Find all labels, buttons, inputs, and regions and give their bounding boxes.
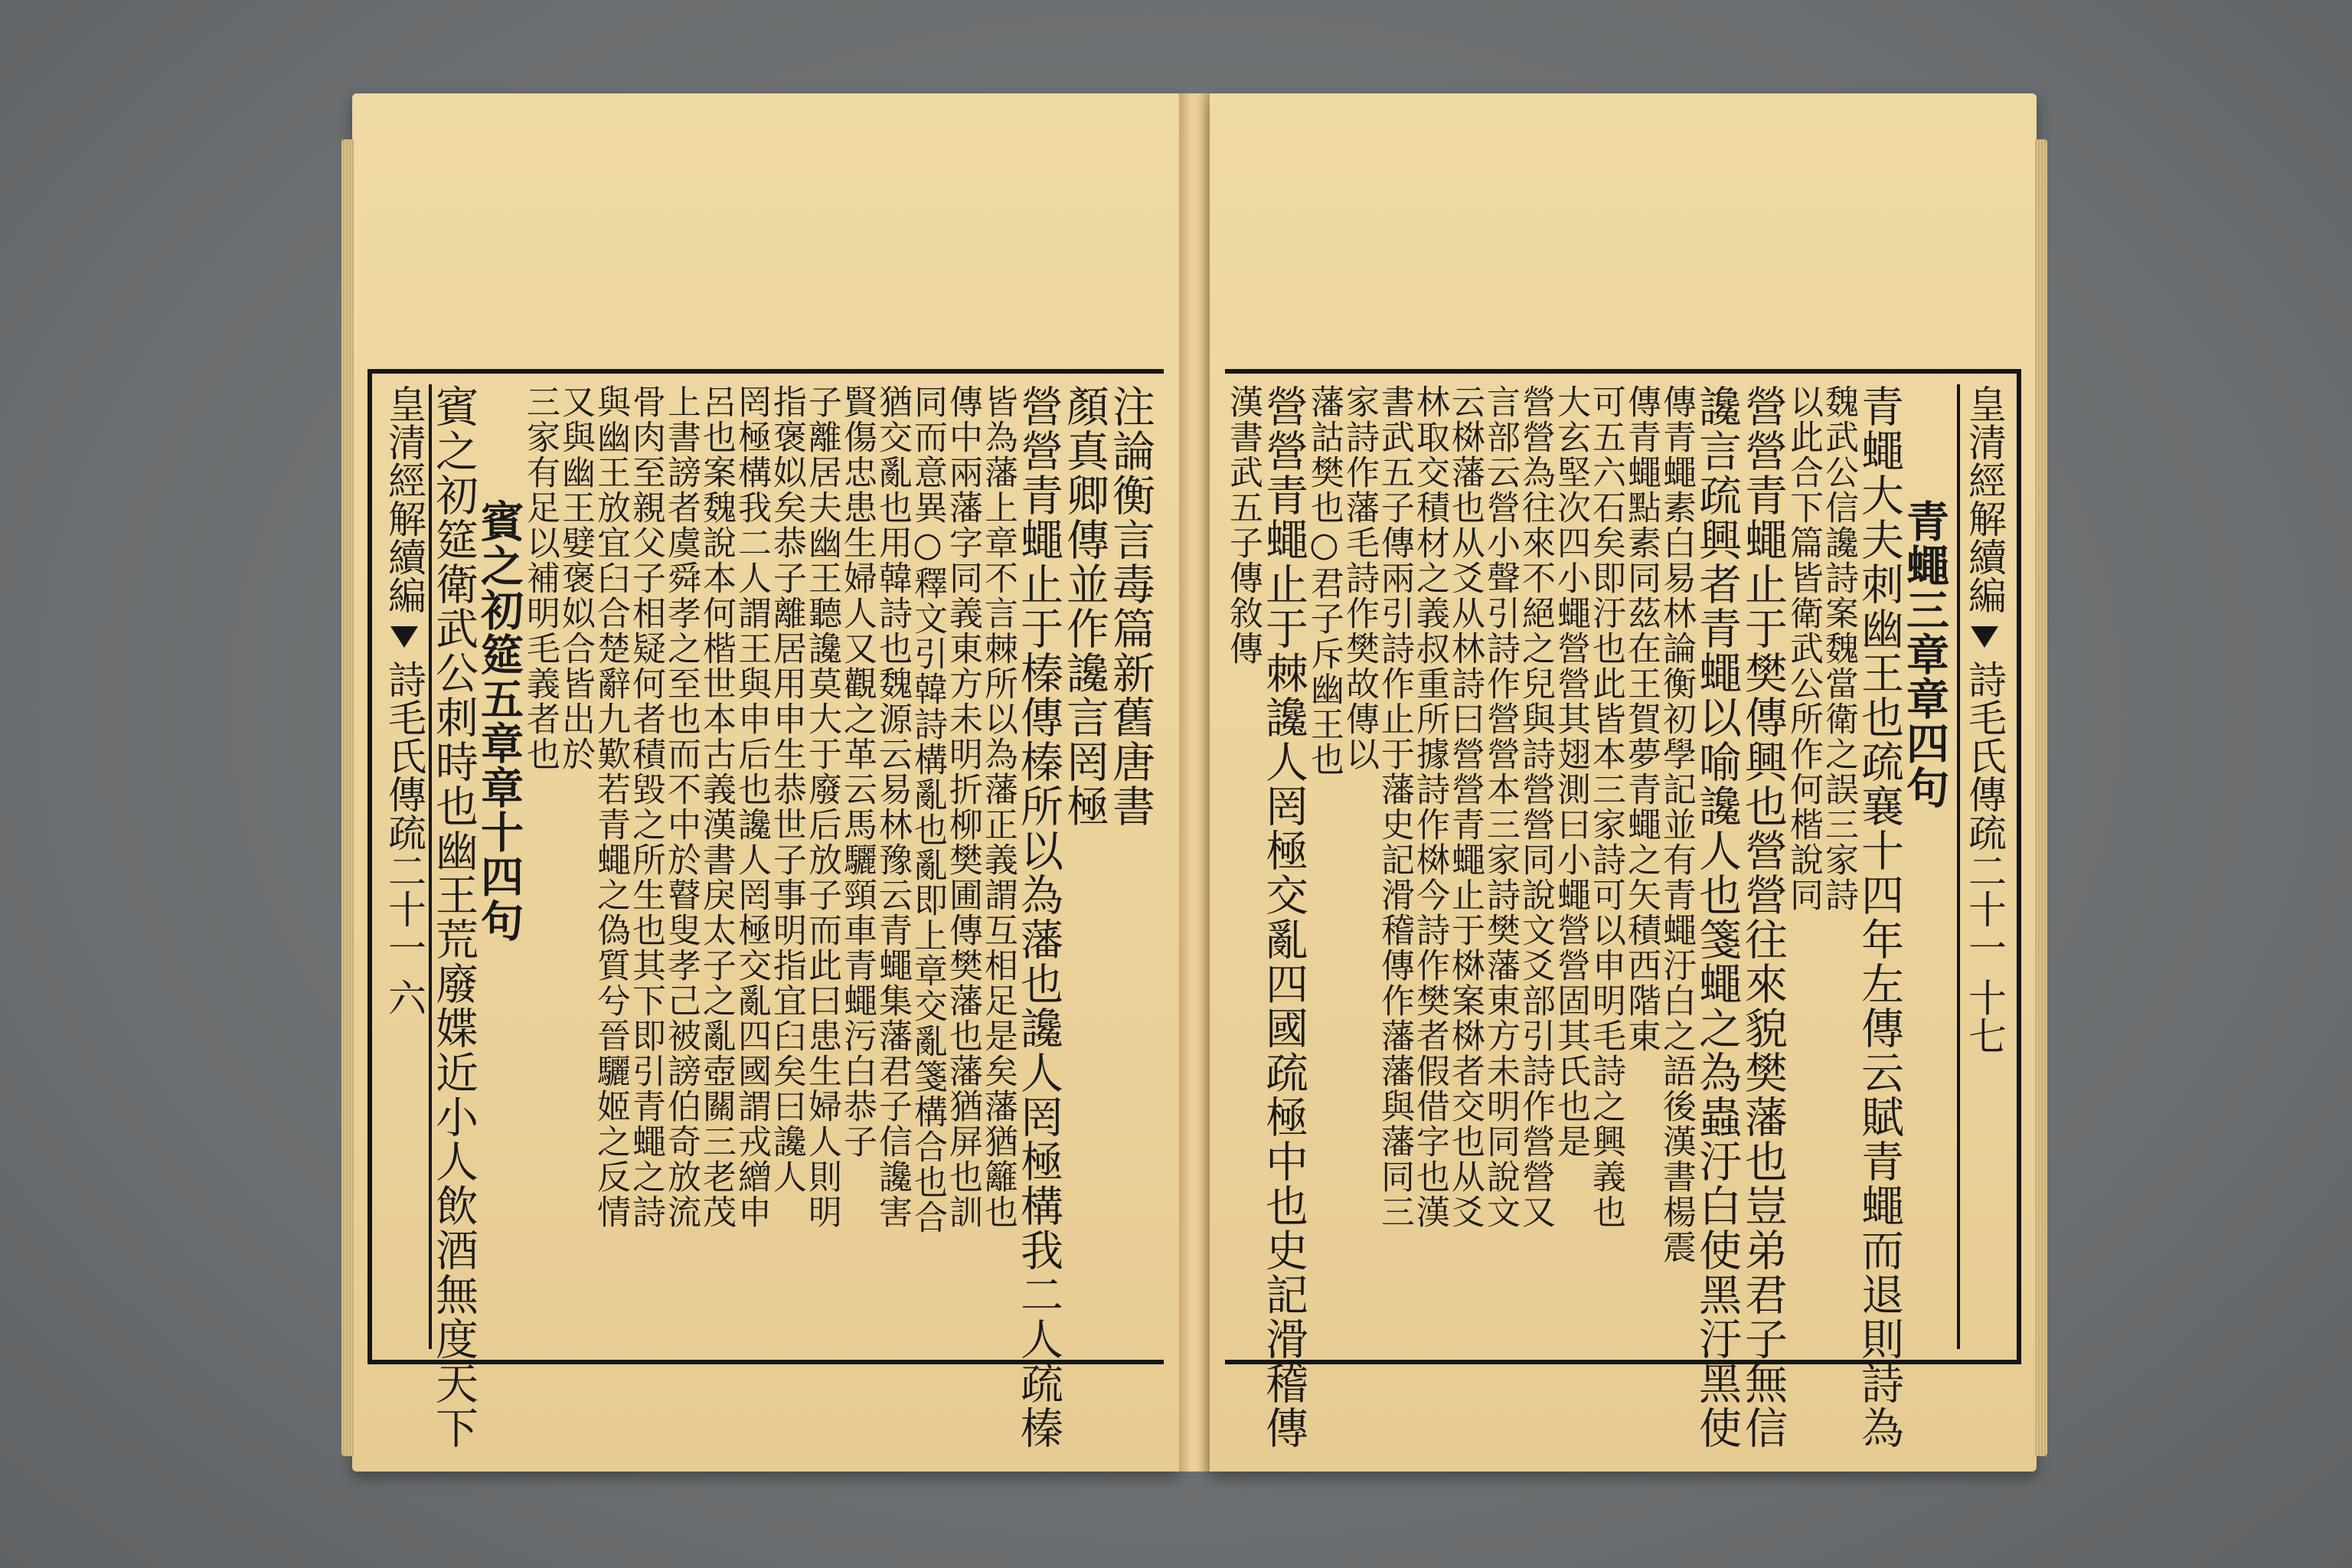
text-column: 大玄堅次四小蠅營營其翅測曰小蠅營營固其氏也是 (1551, 384, 1590, 1159)
text-column: 家詩作藩毛詩作樊故傳以 (1340, 384, 1379, 772)
text-column: 賢傷忠患生婦人又觀之革云馬驪頸車青蠅污白恭子 (838, 384, 877, 1159)
left-page-edges (341, 139, 354, 1456)
text-column: 營營為往來不絕之兒與詩營營同說文爻部引詩作營營又 (1516, 384, 1555, 1230)
right-text-frame (1223, 369, 2021, 1450)
right-section-title: 詩毛氏傳疏二十一 (1962, 659, 2007, 966)
right-page-number: 十七 (1962, 978, 2007, 1055)
text-column: 營營青蠅止于棘讒人罔極交亂四國疏極中也史記滑稽傳 (1259, 384, 1308, 1450)
text-column: 言部云營小聲引詩作營營本三家詩樊藩東方未明同說文 (1481, 384, 1520, 1230)
open-book (352, 93, 2037, 1502)
left-section-title: 詩毛氏傳疏二十一 (382, 659, 426, 966)
text-column: 指褒姒矣恭子離居用申生恭世子事明指宜臼矣曰讒人 (767, 384, 806, 1194)
left-page-number: 六 (382, 978, 426, 1017)
text-column: 呂也案魏說本何楷世本古義漢書戾太子之亂壺關三老茂 (697, 384, 736, 1230)
text-column: 骨肉至親父子相疑何者積毀之所生也其下即引青蠅之詩 (626, 384, 665, 1230)
text-column: 書武五子傳兩引詩作止于藩史記滑稽傳作藩藩與藩同三 (1375, 384, 1414, 1230)
right-running-head (1957, 384, 2006, 1349)
text-column: 皆為藩上章不言棘所以為藩正義謂互相足是矣藩猶籬也 (978, 384, 1018, 1230)
left-text-frame (368, 369, 1164, 1450)
text-column: 上書謗者虞舜孝之至也而不中於瞽叟孝己被謗伯奇放流 (662, 384, 701, 1230)
text-column: 可五六石矣即汙也此皆本三家詩可以申明毛詩之興義也 (1586, 384, 1625, 1230)
text-column: 顏真卿傳並作讒言罔極 (1060, 384, 1109, 828)
text-column: 青蠅大夫刺幽王也疏襄十四年左傳云賦青蠅而退則詩為 (1854, 384, 1904, 1450)
text-column: 漢書武五子傳敘傳 (1223, 384, 1263, 666)
text-column: 傳青蠅點素同茲在王賀夢青蠅之矢積西階東 (1622, 384, 1661, 1054)
text-column: 又與幽王嬖褒姒合皆出於 (556, 384, 595, 772)
text-column: 賓之初筵衛武公刺時也幽王荒廢媟近小人飲酒無度天下 (429, 384, 479, 1450)
text-column: 傳中兩藩字同義東方未明折柳樊圃傳樊藩也藩猶屏也訓 (943, 384, 982, 1230)
right-page-edges (2035, 139, 2047, 1456)
text-column: 以此合下篇皆衛武公所作何楷說同 (1784, 384, 1823, 913)
text-column: 讒言疏興者青蠅以喻讒人也箋蠅之為蟲汙白使黑汙黑使 (1692, 384, 1742, 1450)
text-column: 藩詁樊也○君子斥幽王也 (1305, 384, 1344, 777)
text-column: 三家有足以補明毛義者也 (521, 384, 560, 772)
fish-tail-icon (1971, 626, 1998, 648)
text-column: 罔極構我二人謂王與申后也讒人罔極交亂四國謂戎繒申 (732, 384, 771, 1230)
poem-title-column: 青蠅三章章四句 (1900, 499, 1950, 810)
book-gutter (1179, 93, 1210, 1472)
right-book-title: 皇清經解續編 (1962, 384, 2007, 614)
left-running-head (383, 384, 432, 1349)
text-column: 魏武公信讒詩案魏當衛之誤三家詩 (1819, 384, 1858, 913)
fish-tail-icon (390, 626, 418, 648)
right-text-columns (1223, 384, 1950, 1450)
text-column: 同而意異○釋文引韓詩構亂也亂即上章交亂箋構合也合 (908, 384, 947, 1235)
text-column: 營營青蠅止于榛傳榛所以為藩也讒人罔極構我二人疏榛 (1014, 384, 1063, 1450)
text-column: 營營青蠅止于樊傳興也營營往來貌樊藩也豈弟君子無信 (1738, 384, 1788, 1450)
text-column: 林取交積材之義叔重所據詩作棥今詩作樊者假借字也漢 (1410, 384, 1449, 1230)
poem-title-column: 賓之初筵五章章十四句 (474, 499, 524, 943)
text-column: 云棥藩也从爻从林詩曰營營青蠅止于棥案棥者交也从爻 (1446, 384, 1485, 1230)
text-column: 傳青蠅素白易林論衡初學記並有青蠅汙白之語後漢書楊震 (1657, 384, 1696, 1265)
left-text-columns (429, 384, 1155, 1450)
left-book-title: 皇清經解續編 (382, 384, 426, 614)
text-column: 猶交亂也用韓詩也魏源云易林豫云青蠅集藩君子信讒害 (873, 384, 912, 1230)
text-column: 注論衡言毒篇新舊唐書 (1106, 384, 1155, 828)
text-column: 子離居夫幽王聽讒莫大于廢后放子而此曰患生婦人則明 (802, 384, 841, 1230)
text-column: 與幽王放宜臼合楚辭九歎若青蠅之偽質兮晉驪姬之反情 (591, 384, 630, 1230)
